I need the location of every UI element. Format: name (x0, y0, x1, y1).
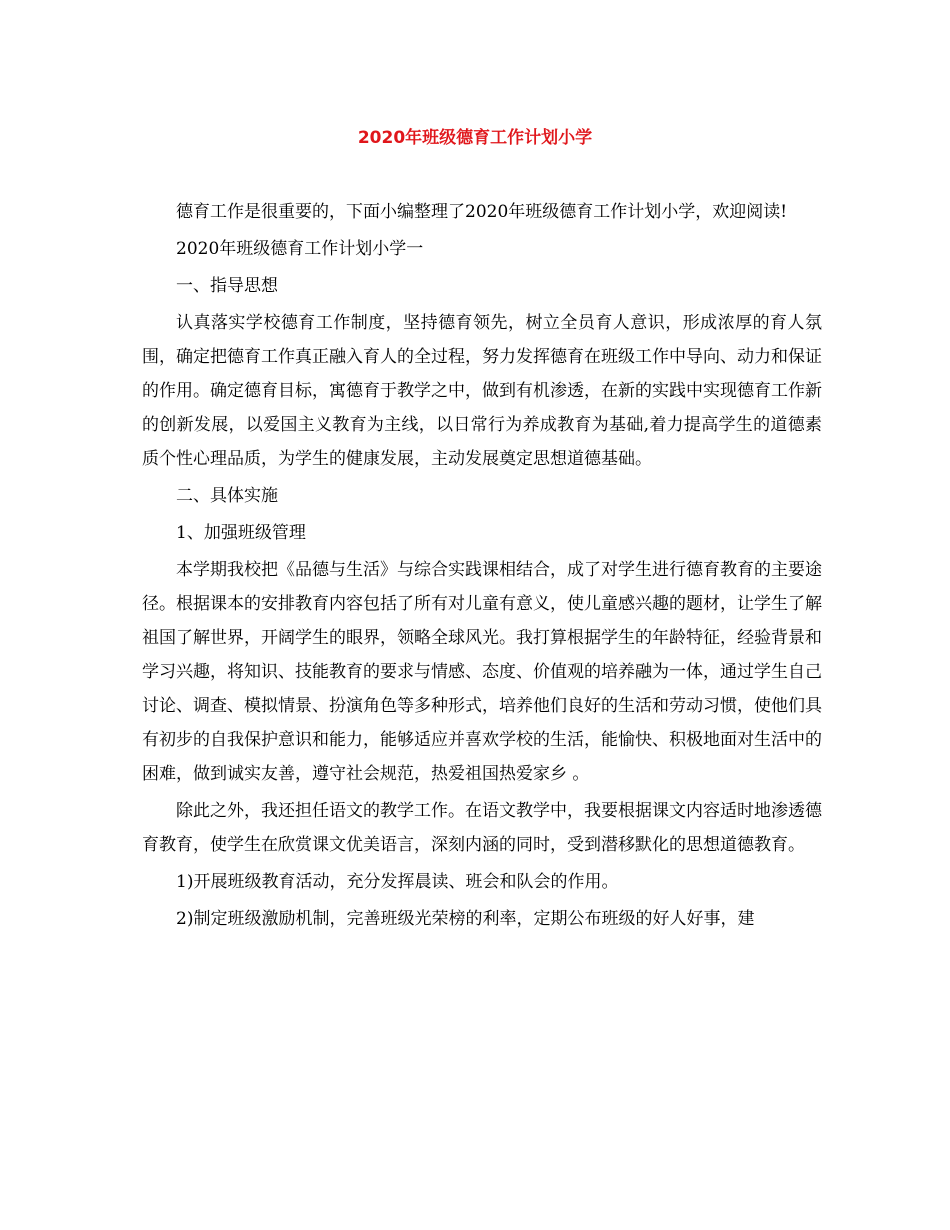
list-item-incentives: 2)制定班级激励机制，完善班级光荣榜的利率，定期公布班级的好人好事，建 (176, 909, 755, 929)
guiding-ideology-paragraph: 认真落实学校德育工作制度，坚持德育领先，树立全员育人意识，形成浓厚的育人氛围，确定把德育工作真正融入育人的全过程，努力发挥德育在班级工作中导向、动力和保证的作用。确定德育目标，寓德育于教学之中，做到有机渗透，在新的实践中实现德育工作新的创新发展，以爱国主义教育为主线，以日常行为养成教育为基础,着力提高学生的道德素质个性心理品质，为学生的健康发展，主动发展奠定思想道德基础。 (142, 313, 822, 469)
heading-class-management: 1、加强班级管理 (176, 523, 306, 543)
document-body (142, 195, 822, 939)
heading-implementation: 二、具体实施 (176, 486, 278, 506)
chinese-teaching-paragraph: 除此之外，我还担任语文的教学工作。在语文教学中，我要根据课文内容适时地渗透德育教育，使学生在欣赏课文优美语言，深刻内涵的同时，受到潜移默化的思想道德教育。 (142, 801, 822, 855)
intro-paragraph: 德育工作是很重要的，下面小编整理了2020年班级德育工作计划小学，欢迎阅读! (176, 202, 788, 222)
class-management-paragraph: 本学期我校把《品德与生活》与综合实践课相结合，成了对学生进行德育教育的主要途径。根据课本的安排教育内容包括了所有对儿童有意义，使儿童感兴趣的题材，让学生了解祖国了解世界，开阔学生的眼界，领略全球风光。我打算根据学生的年龄特征，经验背景和学习兴趣，将知识、技能教育的要求与情感、态度、价值观的培养融为一体，通过学生自己讨论、调查、模拟情景、扮演角色等多种形式，培养他们良好的生活和劳动习惯，使他们具有初步的自我保护意识和能力，能够适应并喜欢学校的生活，能愉快、积极地面对生活中的困难，做到诚实友善，遵守社会规范，热爱祖国热爱家乡 。 (142, 560, 822, 784)
section-heading-plan-one: 2020年班级德育工作计划小学一 (176, 239, 424, 259)
document-title: 2020年班级德育工作计划小学 (357, 128, 593, 148)
heading-guiding-ideology: 一、指导思想 (176, 276, 278, 296)
list-item-activities: 1)开展班级教育活动，充分发挥晨读、班会和队会的作用。 (176, 872, 619, 892)
